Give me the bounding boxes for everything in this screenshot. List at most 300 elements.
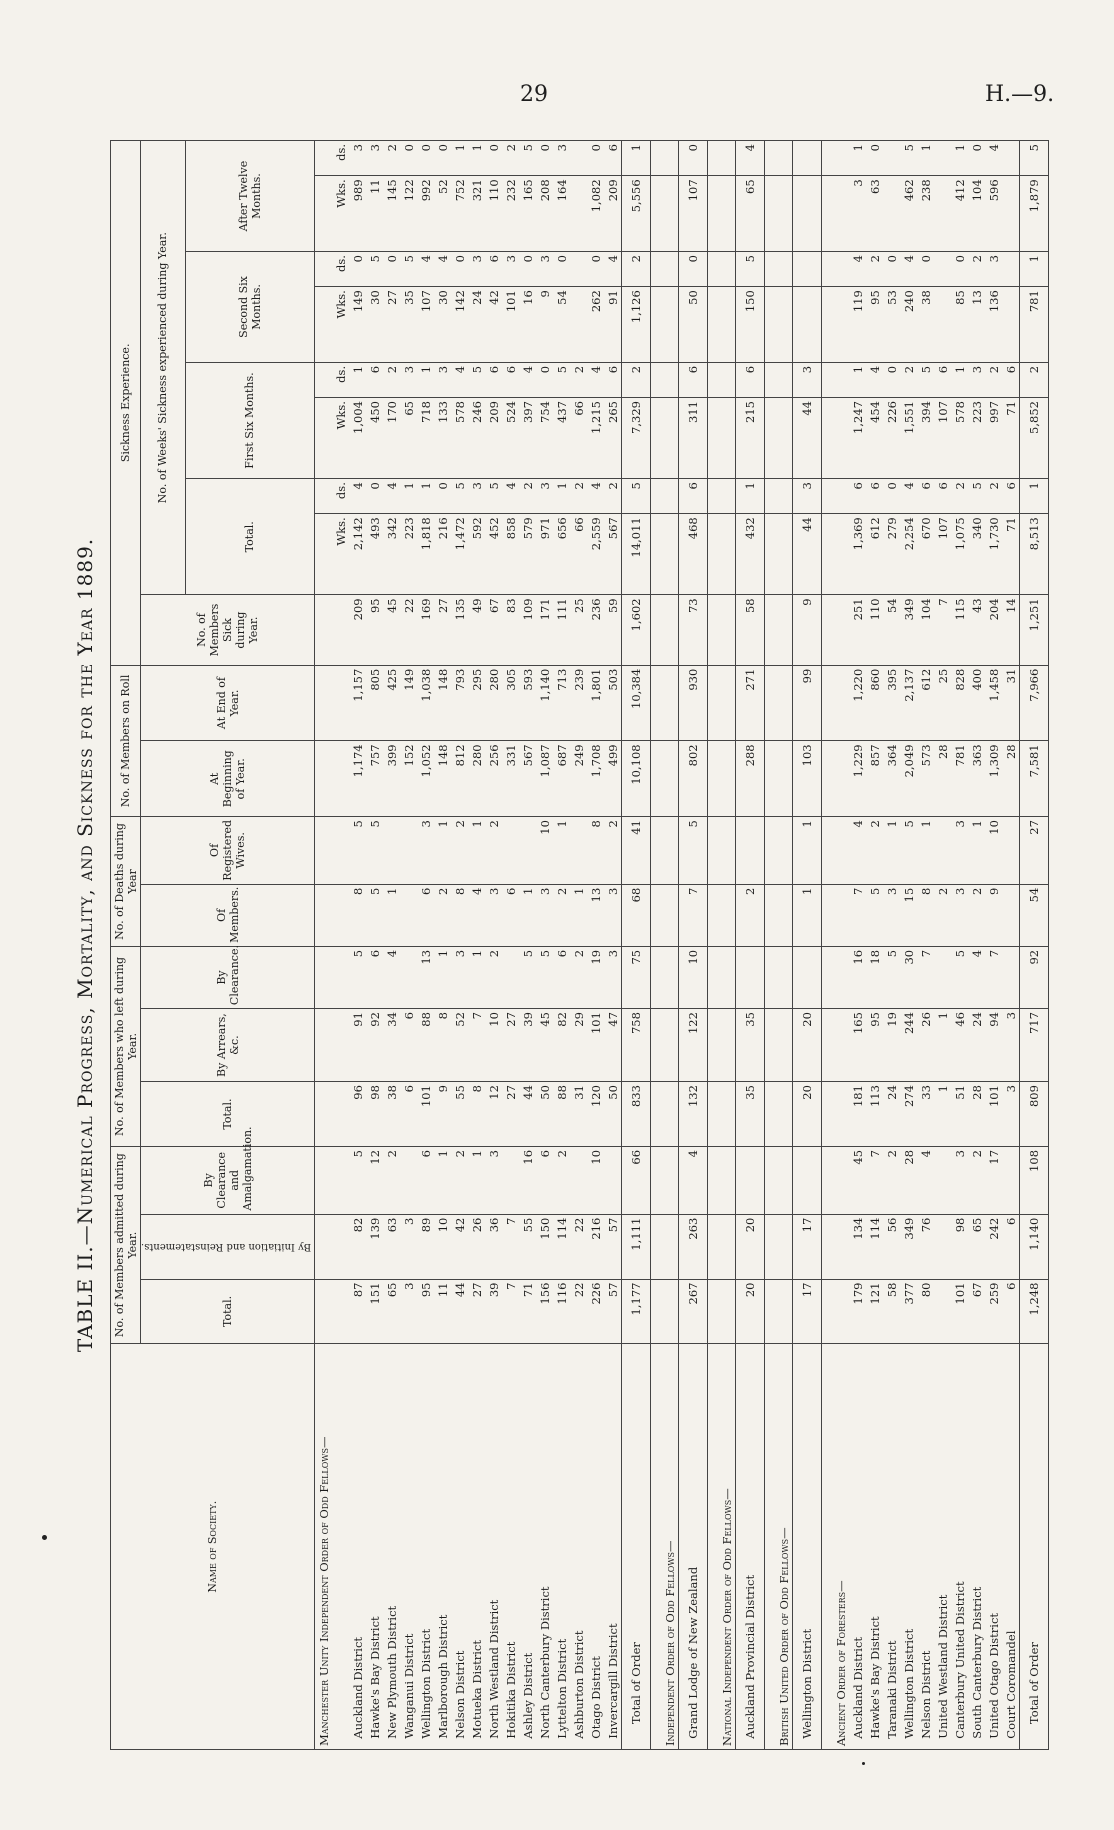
table-cell: 1,458 [985, 665, 1002, 741]
table-cell [822, 141, 833, 176]
table-row [570, 141, 587, 1750]
table-cell [832, 665, 849, 741]
table-cell: 3 [366, 141, 383, 176]
table-cell: 89 [417, 1214, 434, 1279]
table-cell [832, 141, 849, 176]
table-cell: 134 [849, 1214, 866, 1279]
district-name: Hokitika District [502, 1344, 519, 1750]
district-name: North Canterbury District [536, 1344, 553, 1750]
table-cell [718, 1082, 736, 1147]
table-cell: 1 [968, 817, 985, 885]
table-cell: 8 [917, 884, 934, 946]
table-cell [708, 595, 719, 665]
table-cell: 13 [587, 884, 604, 946]
total-cell: 1,126 [622, 287, 651, 363]
table-cell [502, 946, 519, 1008]
table-cell: 0 [587, 252, 604, 287]
table-cell: 493 [366, 514, 383, 595]
table-cell: 98 [951, 1214, 968, 1279]
table-cell [765, 817, 776, 885]
table-cell: 971 [536, 514, 553, 595]
table-cell [765, 1344, 776, 1750]
table-cell [502, 817, 519, 885]
table-cell: 499 [604, 741, 622, 817]
table-cell [934, 817, 951, 885]
table-cell: 101 [951, 1279, 968, 1344]
table-cell [519, 817, 536, 885]
table-cell: 2 [985, 479, 1002, 514]
table-cell [315, 1214, 333, 1279]
table-cell [1002, 1146, 1020, 1214]
table-cell [775, 1082, 793, 1147]
total-row [793, 141, 822, 1750]
table-cell: 3 [434, 362, 451, 397]
table-cell: 50 [604, 1082, 622, 1147]
table-cell: 110 [485, 176, 502, 252]
total-cell: 6 [736, 362, 765, 397]
table-cell: 88 [417, 1009, 434, 1082]
total-cell [793, 287, 822, 363]
table-cell: 232 [502, 176, 519, 252]
table-cell: 0 [485, 141, 502, 176]
table-cell: 0 [866, 141, 883, 176]
table-cell: 52 [451, 1009, 468, 1082]
section-heading: National Independent Order of Odd Fellows— [718, 1344, 736, 1750]
table-cell: 6 [400, 1009, 417, 1082]
table-cell: 2 [570, 946, 587, 1008]
table-cell: 91 [349, 1009, 366, 1082]
table-cell [718, 665, 736, 741]
total-cell: 10,384 [622, 665, 651, 741]
table-cell: 331 [502, 741, 519, 817]
table-row [934, 141, 951, 1750]
district-name: Ashley District [519, 1344, 536, 1750]
table-cell: 6 [502, 884, 519, 946]
table-cell [708, 252, 719, 287]
table-cell: 656 [553, 514, 570, 595]
table-cell: 5 [349, 946, 366, 1008]
table-cell [718, 817, 736, 885]
total-cell: 263 [679, 1214, 708, 1279]
table-cell: 395 [883, 665, 900, 741]
table-cell [651, 287, 662, 363]
district-name: United Otago District [985, 1344, 1002, 1750]
table-cell [775, 176, 793, 252]
unit-label [332, 1146, 349, 1214]
table-cell [822, 665, 833, 741]
table-cell [832, 287, 849, 363]
table-cell: 30 [366, 287, 383, 363]
district-name: Wellington District [417, 1344, 434, 1750]
table-cell: 567 [519, 741, 536, 817]
table-cell: 209 [604, 176, 622, 252]
total-cell: 73 [679, 595, 708, 665]
table-cell: 3 [849, 176, 866, 252]
section-heading: Independent Order of Odd Fellows— [661, 1344, 679, 1750]
table-cell [570, 817, 587, 885]
table-cell: 377 [900, 1279, 917, 1344]
table-cell: 1 [383, 884, 400, 946]
total-cell: 2 [622, 362, 651, 397]
table-cell: 181 [849, 1082, 866, 1147]
table-cell: 145 [383, 176, 400, 252]
table-cell: 25 [934, 665, 951, 741]
table-cell: 752 [451, 176, 468, 252]
table-cell: 4 [900, 252, 917, 287]
table-cell: 31 [570, 1082, 587, 1147]
table-cell: 2 [485, 817, 502, 885]
unit-label [332, 595, 349, 665]
district-name: South Canterbury District [968, 1344, 985, 1750]
table-cell [315, 665, 333, 741]
table-cell: 2 [866, 817, 883, 885]
table-cell: 66 [570, 398, 587, 479]
table-cell: 2 [383, 362, 400, 397]
table-cell: 45 [383, 595, 400, 665]
district-name: Motueka District [468, 1344, 485, 1750]
table-cell: 3 [400, 1279, 417, 1344]
table-cell: 6 [934, 479, 951, 514]
total-cell: 54 [1020, 884, 1049, 946]
table-cell: 1,220 [849, 665, 866, 741]
total-cell: 781 [1020, 287, 1049, 363]
total-cell: 1 [793, 884, 822, 946]
table-cell [651, 176, 662, 252]
table-cell: 321 [468, 176, 485, 252]
unit-label [332, 1344, 349, 1750]
table-cell [832, 1214, 849, 1279]
total-cell: 99 [793, 665, 822, 741]
table-cell: 107 [934, 514, 951, 595]
table-cell: 27 [468, 1279, 485, 1344]
table-cell: 1,038 [417, 665, 434, 741]
table-cell [832, 479, 849, 514]
table-cell: 9 [985, 884, 1002, 946]
district-name: United Westland District [934, 1344, 951, 1750]
table-cell [765, 595, 776, 665]
section-heading: Ancient Order of Foresters— [832, 1344, 849, 1750]
table-cell: 280 [468, 741, 485, 817]
table-cell: 22 [400, 595, 417, 665]
table-row [951, 141, 968, 1750]
table-cell: 165 [849, 1009, 866, 1082]
table-cell: 104 [917, 595, 934, 665]
table-cell: 4 [900, 479, 917, 514]
table-cell: 412 [951, 176, 968, 252]
table-cell: 14 [1002, 595, 1020, 665]
table-cell: 2,137 [900, 665, 917, 741]
table-cell: 3 [536, 252, 553, 287]
total-cell: 1,248 [1020, 1279, 1049, 1344]
table-cell: 42 [485, 287, 502, 363]
table-cell: 6 [604, 141, 622, 176]
table-cell: 5 [366, 884, 383, 946]
table-cell: 3 [485, 884, 502, 946]
table-cell [661, 362, 679, 397]
table-cell: 4 [849, 252, 866, 287]
table-cell: 593 [519, 665, 536, 741]
table-cell [708, 817, 719, 885]
table-cell: 1,472 [451, 514, 468, 595]
table-row [485, 141, 502, 1750]
table-cell: 6 [604, 362, 622, 397]
table-cell [822, 1344, 833, 1750]
table-cell: 5 [468, 362, 485, 397]
table-cell: 4 [587, 479, 604, 514]
table-cell: 223 [400, 514, 417, 595]
table-cell: 82 [553, 1009, 570, 1082]
table-cell: 6 [917, 479, 934, 514]
table-cell: 524 [502, 398, 519, 479]
table-cell: 3 [951, 1146, 968, 1214]
table-cell: 51 [951, 1082, 968, 1147]
total-cell: 758 [622, 1009, 651, 1082]
table-cell [315, 1009, 333, 1082]
table-cell: 3 [417, 817, 434, 885]
total-row [736, 141, 765, 1750]
table-cell: 567 [604, 514, 622, 595]
table-cell: 139 [366, 1214, 383, 1279]
table-cell [1002, 287, 1020, 363]
table-cell: 0 [434, 479, 451, 514]
table-cell: 239 [570, 665, 587, 741]
table-cell: 781 [951, 741, 968, 817]
table-row [587, 141, 604, 1750]
table-cell: 107 [934, 398, 951, 479]
table-cell: 151 [366, 1279, 383, 1344]
table-cell [651, 362, 662, 397]
table-cell [708, 514, 719, 595]
table-row [604, 141, 622, 1750]
table-cell: 45 [849, 1146, 866, 1214]
table-cell: 394 [917, 398, 934, 479]
total-cell [793, 1146, 822, 1214]
section-heading: British United Order of Odd Fellows— [775, 1344, 793, 1750]
table-cell [822, 176, 833, 252]
table-cell: 50 [536, 1082, 553, 1147]
table-cell: 1 [400, 479, 417, 514]
table-cell: 279 [883, 514, 900, 595]
table-row [1002, 141, 1020, 1750]
table-cell: 6 [417, 884, 434, 946]
admitted-initiation-header: By Initiation and Reinstatements. [141, 1214, 315, 1279]
table-cell: 95 [417, 1279, 434, 1344]
total-cell: 20 [793, 1082, 822, 1147]
table-cell: 2 [502, 141, 519, 176]
table-cell [934, 1146, 951, 1214]
table-cell [822, 1279, 833, 1344]
table-cell [775, 398, 793, 479]
table-cell: 149 [349, 287, 366, 363]
table-cell: 98 [366, 1082, 383, 1147]
table-cell: 9 [434, 1082, 451, 1147]
table-cell: 363 [968, 741, 985, 817]
table-cell [832, 595, 849, 665]
unit-label: ds. [332, 141, 349, 176]
total-cell: 0 [679, 141, 708, 176]
table-cell: 66 [570, 514, 587, 595]
section-heading-row [661, 141, 679, 1750]
table-cell: 49 [468, 595, 485, 665]
total-cell: 717 [1020, 1009, 1049, 1082]
table-cell: 6 [417, 1146, 434, 1214]
weeks-after-header: After Twelve Months. [185, 141, 314, 252]
unit-label: ds. [332, 362, 349, 397]
total-cell: 833 [622, 1082, 651, 1147]
table-cell [400, 884, 417, 946]
district-name: Invercargill District [604, 1344, 622, 1750]
table-cell: 3 [536, 479, 553, 514]
table-cell: 4 [383, 479, 400, 514]
admitted-header: No. of Members admitted during Year. [111, 1146, 141, 1343]
table-cell: 59 [604, 595, 622, 665]
table-cell: 114 [866, 1214, 883, 1279]
table-cell [708, 398, 719, 479]
table-cell [708, 1344, 719, 1750]
units-row [332, 141, 349, 1750]
table-cell [708, 946, 719, 1008]
table-cell [661, 1082, 679, 1147]
total-cell: 5 [679, 817, 708, 885]
table-cell [708, 287, 719, 363]
table-cell [822, 741, 833, 817]
table-cell [765, 665, 776, 741]
table-cell [822, 1146, 833, 1214]
total-cell: 75 [622, 946, 651, 1008]
table-cell [661, 595, 679, 665]
table-cell: 7 [934, 595, 951, 665]
total-cell: 5 [1020, 141, 1049, 176]
table-cell: 3 [400, 1214, 417, 1279]
table-cell: 1 [434, 946, 451, 1008]
table-cell [718, 141, 736, 176]
total-cell: 14,011 [622, 514, 651, 595]
table-cell [765, 362, 776, 397]
table-row [900, 141, 917, 1750]
table-cell [651, 1214, 662, 1279]
table-cell: 30 [900, 946, 917, 1008]
table-cell: 1 [951, 141, 968, 176]
table-cell: 5 [349, 1146, 366, 1214]
table-cell: 6 [400, 1082, 417, 1147]
table-cell: 19 [883, 1009, 900, 1082]
district-name: Otago District [587, 1344, 604, 1750]
table-cell: 6 [1002, 362, 1020, 397]
table-cell [708, 362, 719, 397]
left-header: No. of Members who left during Year. [111, 946, 141, 1146]
table-cell: 5 [349, 817, 366, 885]
total-cell: 103 [793, 741, 822, 817]
table-cell: 150 [536, 1214, 553, 1279]
table-cell: 1,551 [900, 398, 917, 479]
table-cell: 1,247 [849, 398, 866, 479]
table-cell: 7 [985, 946, 1002, 1008]
table-cell [822, 479, 833, 514]
table-row [917, 141, 934, 1750]
table-cell [651, 884, 662, 946]
table-cell: 454 [866, 398, 883, 479]
table-cell [718, 884, 736, 946]
roll-begin-header: At Beginning of Year. [141, 741, 315, 817]
table-cell: 101 [417, 1082, 434, 1147]
table-cell: 2 [570, 362, 587, 397]
total-cell: 41 [622, 817, 651, 885]
table-cell: 812 [451, 741, 468, 817]
table-row [434, 141, 451, 1750]
table-cell [822, 595, 833, 665]
table-cell [775, 884, 793, 946]
table-cell: 5 [366, 252, 383, 287]
total-cell: 10 [679, 946, 708, 1008]
table-cell: 101 [502, 287, 519, 363]
table-cell: 22 [570, 1279, 587, 1344]
table-cell: 452 [485, 514, 502, 595]
table-cell: 25 [570, 595, 587, 665]
table-cell: 1 [553, 817, 570, 885]
table-cell: 46 [951, 1009, 968, 1082]
table-cell: 2 [968, 252, 985, 287]
table-cell: 1 [917, 141, 934, 176]
table-cell [661, 884, 679, 946]
table-cell: 1 [417, 362, 434, 397]
table-cell: 6 [366, 362, 383, 397]
table-cell: 754 [536, 398, 553, 479]
table-cell: 45 [536, 1009, 553, 1082]
table-cell: 349 [900, 1214, 917, 1279]
total-cell: 7 [679, 884, 708, 946]
total-cell: 3 [793, 362, 822, 397]
total-cell: 5,852 [1020, 398, 1049, 479]
total-cell: 8,513 [1020, 514, 1049, 595]
table-cell [775, 1214, 793, 1279]
table-cell [708, 1082, 719, 1147]
unit-label: Wks. [332, 514, 349, 595]
table-cell: 0 [883, 362, 900, 397]
table-cell: 4 [866, 362, 883, 397]
table-cell: 5 [900, 817, 917, 885]
table-cell: 38 [383, 1082, 400, 1147]
deaths-header: No. of Deaths during Year [111, 817, 141, 947]
table-cell: 8 [587, 817, 604, 885]
table-cell: 1,369 [849, 514, 866, 595]
table-cell: 3 [502, 252, 519, 287]
table-cell: 9 [536, 287, 553, 363]
table-cell: 56 [883, 1214, 900, 1279]
total-label: Total of Order [1020, 1344, 1049, 1750]
district-name: Ashburton District [570, 1344, 587, 1750]
table-cell: 226 [883, 398, 900, 479]
table-cell: 4 [849, 817, 866, 885]
table-cell: 6 [485, 252, 502, 287]
total-cell: 432 [736, 514, 765, 595]
weeks-second-header: Second Six Months. [185, 252, 314, 363]
table-cell: 2 [985, 362, 1002, 397]
table-cell: 209 [349, 595, 366, 665]
district-name: Wellington District [900, 1344, 917, 1750]
table-cell: 5 [917, 362, 934, 397]
table-cell [651, 1344, 662, 1750]
table-cell: 274 [900, 1082, 917, 1147]
table-cell: 2 [570, 479, 587, 514]
table-cell [718, 946, 736, 1008]
table-cell [708, 741, 719, 817]
unit-label [332, 1009, 349, 1082]
table-cell [651, 1082, 662, 1147]
table-cell: 110 [866, 595, 883, 665]
table-cell [315, 252, 333, 287]
table-cell: 85 [951, 287, 968, 363]
table-cell: 120 [587, 1082, 604, 1147]
